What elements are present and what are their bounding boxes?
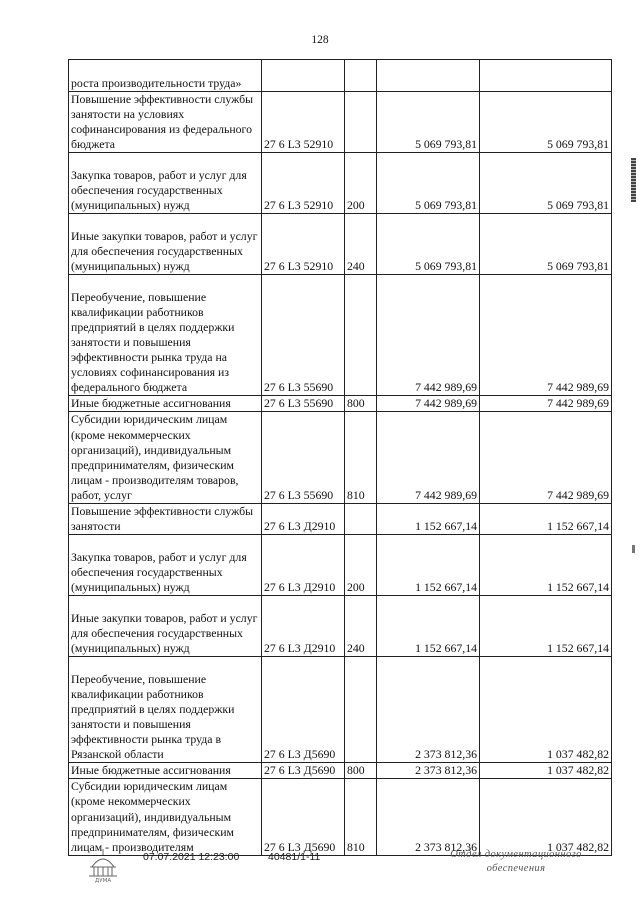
row-sum-plan: 2 373 812,36 [377,657,480,763]
row-expense-type: 200 [345,153,377,214]
stamp-line-1: Отдел документационного [450,849,582,860]
row-code: 27 6 L3 52910 [262,92,345,153]
row-sum-actual: 5 069 793,81 [480,214,612,275]
row-expense-type: 240 [345,596,377,657]
row-sum-actual: 1 152 667,14 [480,535,612,596]
row-sum-plan: 5 069 793,81 [377,214,480,275]
row-expense-type: 800 [345,763,377,779]
footer-timestamp: 07.07.2021 12:23:00 [143,851,240,863]
row-name: роста производительности труда» [69,60,262,92]
row-code: 27 6 L3 55690 [262,412,345,504]
row-code: 27 6 L3 52910 [262,153,345,214]
table-row [69,596,612,657]
row-code: 27 6 L3 55690 [262,396,345,412]
row-name: Повышение эффективности службы занятости на условиях софинансирования из федерального бюджета [69,92,262,153]
row-name: Закупка товаров, работ и услуг для обеспечения государственных (муниципальных) нужд [69,153,262,214]
row-code: 27 6 L3 Д2910 [262,596,345,657]
department-stamp [436,848,596,882]
row-code: 27 6 L3 Д2910 [262,535,345,596]
row-code: 27 6 L3 Д2910 [262,504,345,535]
row-name: Иные закупки товаров, работ и услуг для обеспечения государственных (муниципальных) нужд [69,214,262,275]
budget-table-body [69,60,612,856]
row-sum-actual: 1 152 667,14 [480,596,612,657]
row-code: 27 6 L3 Д5690 [262,763,345,779]
row-name: Иные закупки товаров, работ и услуг для обеспечения государственных (муниципальных) нужд [69,596,262,657]
row-sum-plan: 1 152 667,14 [377,504,480,535]
row-sum-actual: 5 069 793,81 [480,92,612,153]
footer-document-id: 40481/1-11 [268,851,321,863]
row-expense-type [345,60,377,92]
row-name: Закупка товаров, работ и услуг для обеспечения государственных (муниципальных) нужд [69,535,262,596]
stamp-line-2: обеспечения [486,863,546,874]
row-code [262,60,345,92]
duma-emblem-icon [84,845,122,883]
row-code: 27 6 L3 52910 [262,214,345,275]
row-expense-type [345,504,377,535]
row-sum-actual: 5 069 793,81 [480,153,612,214]
row-code: 27 6 L3 55690 [262,275,345,396]
row-name: Переобучение, повышение квалификации работников предприятий в целях поддержки занятости и повышения эффективности рынка труда на условиях софинансирования из федерального бюджета [69,275,262,396]
scan-edge-dots [632,545,635,553]
row-sum-plan: 7 442 989,69 [377,275,480,396]
row-sum-plan: 2 373 812,36 [377,779,480,855]
row-sum-actual: 1 037 482,82 [480,763,612,779]
page-number: 128 [311,34,329,46]
table-row [69,779,612,855]
row-sum-plan: 7 442 989,69 [377,396,480,412]
row-sum-plan: 1 152 667,14 [377,596,480,657]
row-name: Переобучение, повышение квалификации работников предприятий в целях поддержки занятости и повышения эффективности рынка труда в Рязанской области [69,657,262,763]
row-expense-type: 800 [345,396,377,412]
row-expense-type [345,92,377,153]
row-expense-type: 810 [345,412,377,504]
table-row [69,275,612,396]
table-row [69,763,612,779]
row-sum-actual: 1 152 667,14 [480,504,612,535]
table-row [69,92,612,153]
table-row [69,214,612,275]
row-sum-plan [377,60,480,92]
row-expense-type: 200 [345,535,377,596]
row-sum-actual: 7 442 989,69 [480,275,612,396]
table-row [69,657,612,763]
row-expense-type [345,657,377,763]
row-name: Субсидии юридическим лицам (кроме некоммерческих организаций), индивидуальным предпринимателям, физическим лицам - производителям товаров, работ, услуг [69,412,262,504]
table-row [69,396,612,412]
table-row [69,60,612,92]
row-sum-actual [480,60,612,92]
table-row [69,535,612,596]
row-sum-actual: 1 037 482,82 [480,657,612,763]
row-name: Повышение эффективности службы занятости [69,504,262,535]
row-sum-actual: 7 442 989,69 [480,396,612,412]
row-code: 27 6 L3 Д5690 [262,657,345,763]
row-sum-plan: 5 069 793,81 [377,92,480,153]
row-name: Субсидии юридическим лицам (кроме некоммерческих организаций), индивидуальным предпринимателям, физическим лицам - производителям [69,779,262,855]
table-row [69,153,612,214]
row-expense-type: 240 [345,214,377,275]
row-expense-type [345,275,377,396]
table-row [69,504,612,535]
budget-table [68,59,612,856]
emblem-caption: ДУМА [94,878,112,883]
row-sum-plan: 2 373 812,36 [377,763,480,779]
row-name: Иные бюджетные ассигнования [69,763,262,779]
row-sum-plan: 1 152 667,14 [377,535,480,596]
row-sum-plan: 5 069 793,81 [377,153,480,214]
scan-edge-mark [631,158,636,202]
row-expense-type: 810 [345,779,377,855]
row-code: 27 6 L3 Д5690 [262,779,345,855]
row-sum-plan: 7 442 989,69 [377,412,480,504]
row-sum-actual: 1 037 482,82 [480,779,612,855]
table-row [69,412,612,504]
row-sum-actual: 7 442 989,69 [480,412,612,504]
row-name: Иные бюджетные ассигнования [69,396,262,412]
